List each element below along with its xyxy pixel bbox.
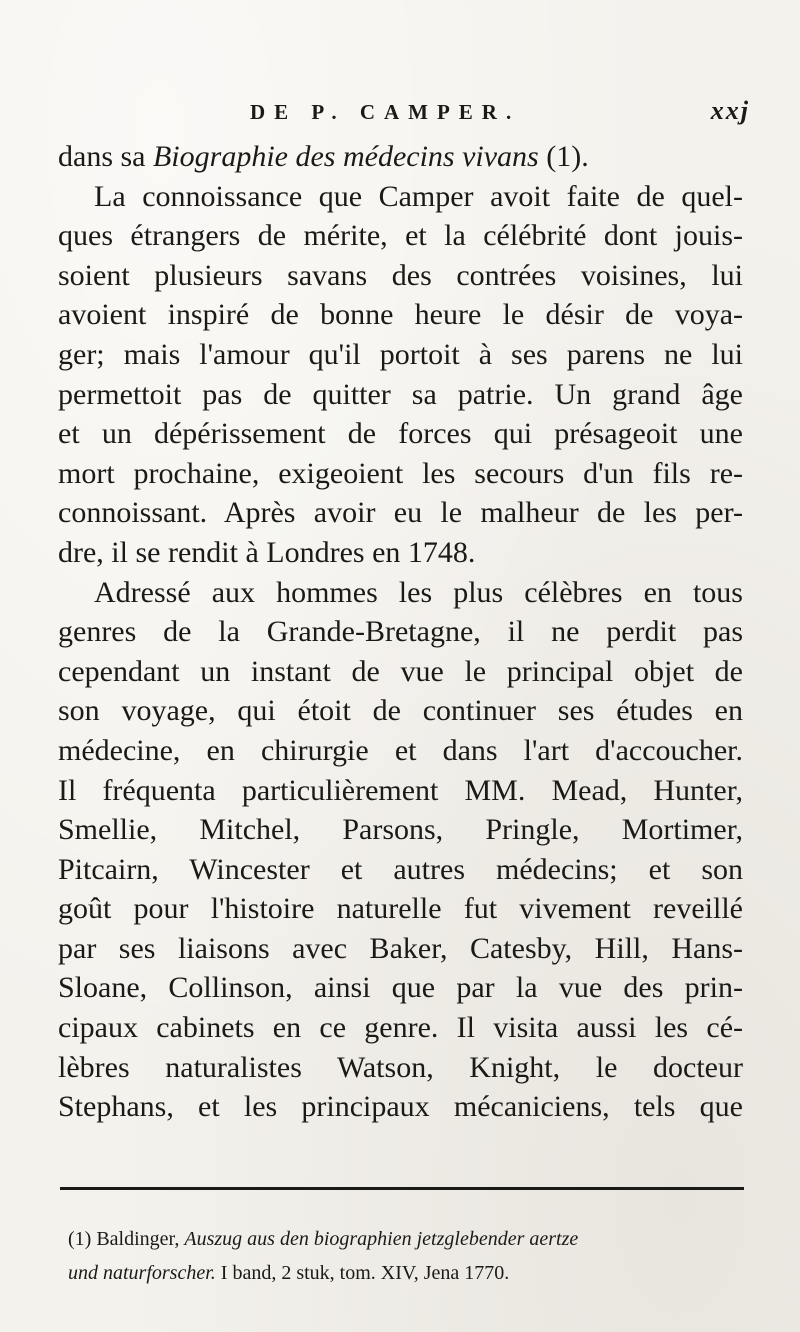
text-line: ger; mais l'amour qu'il portoit à ses parens ne lui — [58, 337, 743, 371]
footnote-italic-title: Auszug aus den biographien jetzglebender aertze — [184, 1228, 579, 1250]
text-line: lèbres naturalistes Watson, Knight, le docteur — [58, 1050, 743, 1084]
text-line: médecine, en chirurgie et dans l'art d'accoucher. — [58, 733, 743, 767]
page-number: xxj — [710, 96, 750, 125]
text-line: Il fréquenta particulièrement MM. Mead, Hunter, — [58, 773, 743, 807]
footnote-line — [68, 1256, 744, 1290]
text-line: Sloane, Collinson, ainsi que par la vue des prin- — [58, 971, 743, 1005]
footnote-rule — [60, 1187, 744, 1190]
footnote-prefix: (1) Baldinger, — [68, 1228, 185, 1250]
text-line: avoient inspiré de bonne heure le désir de voya- — [58, 298, 743, 332]
text-line: et un dépérissement de forces qui présageoit une — [58, 417, 743, 451]
footnote — [68, 1222, 744, 1290]
text-line: genres de la Grande-Bretagne, il ne perdit pas — [58, 615, 743, 649]
running-head-title: DE P. CAMPER. — [250, 100, 521, 124]
text-line: Smellie, Mitchel, Parsons, Pringle, Mortimer, — [58, 813, 743, 847]
text-span: dans sa — [58, 140, 153, 173]
text-line: permettoit pas de quitter sa patrie. Un grand âge — [58, 377, 743, 411]
text-line: Adressé aux hommes les plus célèbres en tous — [94, 575, 743, 609]
text-line: dre, il se rendit à Londres en 1748. — [58, 535, 476, 569]
footnote-citation: I band, 2 stuk, tom. XIV, Jena 1770. — [215, 1262, 510, 1284]
book-title-italic: Biographie des médecins vivans — [152, 140, 539, 173]
text-span: (1). — [538, 140, 589, 173]
running-head — [250, 96, 750, 130]
text-line: La connoissance que Camper avoit faite de quel- — [94, 179, 743, 213]
footnote-line — [68, 1222, 744, 1256]
text-line: par ses liaisons avec Baker, Catesby, Hill, Hans- — [58, 931, 743, 965]
text-line: mort prochaine, exigeoient les secours d'un fils re- — [58, 456, 743, 490]
footnote-italic-title: und naturforscher. — [68, 1262, 216, 1284]
text-line: goût pour l'histoire naturelle fut vivement reveillé — [58, 892, 743, 926]
text-line: son voyage, qui étoit de continuer ses études en — [58, 694, 743, 728]
text-line: Pitcairn, Wincester et autres médecins; et son — [58, 852, 743, 886]
text-line: cipaux cabinets en ce genre. Il visita aussi les cé- — [58, 1011, 743, 1045]
text-line: connoissant. Après avoir eu le malheur de les per- — [58, 496, 743, 530]
text-line: Stephans, et les principaux mécaniciens, tels que — [58, 1090, 743, 1124]
text-line: soient plusieurs savans des contrées voisines, lui — [58, 258, 743, 292]
text-line: cependant un instant de vue le principal objet de — [58, 654, 743, 688]
text-line — [58, 137, 743, 177]
text-line: ques étrangers de mérite, et la célébrité dont jouis- — [58, 219, 743, 253]
body-text — [58, 137, 743, 1127]
